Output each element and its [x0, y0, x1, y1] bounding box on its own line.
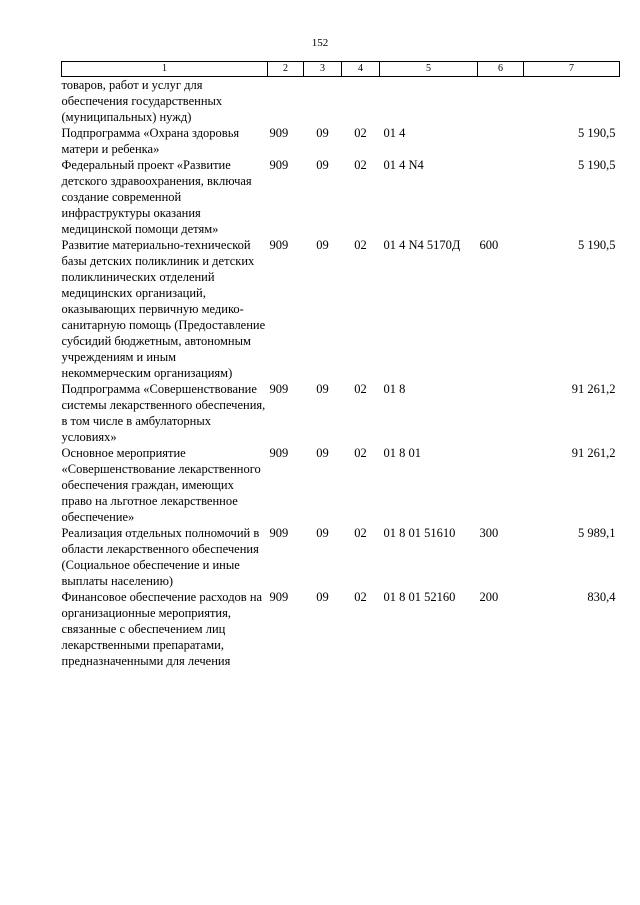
table-row	[62, 381, 620, 445]
row-subsection: 02	[354, 526, 367, 540]
row-amount: 5 989,1	[578, 526, 616, 540]
column-header-4: 4	[342, 62, 380, 77]
row-program: 01 4 N4	[383, 158, 424, 172]
row-amount: 830,4	[587, 590, 616, 604]
column-number-row	[62, 62, 620, 77]
row-name: Федеральный проект «Развитие детского здравоохранения, включая создание современной инфраструктуры оказания медицинской помощи детям»	[61, 158, 252, 236]
row-name: Реализация отдельных полномочий в области лекарственного обеспечения (Социальное обеспечение и иные выплаты населению)	[61, 526, 260, 588]
row-program: 01 8 01	[383, 446, 421, 460]
row-program	[380, 77, 478, 126]
row-subsection: 02	[354, 382, 367, 396]
column-header-6: 6	[478, 62, 524, 77]
row-amount	[524, 77, 620, 126]
row-expense-type	[478, 157, 524, 237]
row-amount: 91 261,2	[571, 382, 616, 396]
table-row	[62, 525, 620, 589]
row-section: 09	[316, 590, 329, 604]
row-expense-type	[478, 125, 524, 157]
row-expense-type: 200	[479, 590, 499, 604]
row-amount: 5 190,5	[578, 238, 616, 252]
column-header-5: 5	[380, 62, 478, 77]
row-ministry: 909	[269, 590, 289, 604]
row-expense-type: 600	[479, 238, 499, 252]
column-header-1: 1	[62, 62, 268, 77]
row-section: 09	[316, 238, 329, 252]
row-subsection	[342, 77, 380, 126]
row-section: 09	[316, 382, 329, 396]
table-row	[62, 157, 620, 237]
row-section: 09	[316, 446, 329, 460]
row-program: 01 4 N4 5170Д	[383, 238, 461, 252]
row-amount: 5 190,5	[578, 158, 616, 172]
row-ministry: 909	[269, 446, 289, 460]
table-body	[62, 77, 620, 670]
row-ministry: 909	[269, 238, 289, 252]
budget-table	[61, 61, 620, 669]
row-subsection: 02	[354, 126, 367, 140]
row-subsection: 02	[354, 158, 367, 172]
row-section: 09	[316, 126, 329, 140]
row-name: Подпрограмма «Совершенствование системы лекарственного обеспечения, в том числе в амбулаторных условиях»	[61, 382, 266, 444]
row-section: 09	[316, 158, 329, 172]
row-section	[304, 77, 342, 126]
row-name: Финансовое обеспечение расходов на организационные мероприятия, связанные с обеспечением лиц лекарственными препаратами, предназначенными для лечения	[61, 590, 263, 668]
row-subsection: 02	[354, 446, 367, 460]
table-row	[62, 125, 620, 157]
row-name: Основное мероприятие «Совершенствование лекарственного обеспечения граждан, имеющих право на льготное лекарственное обеспечение»	[61, 446, 261, 524]
table-row	[62, 77, 620, 126]
row-name: Подпрограмма «Охрана здоровья матери и ребенка»	[61, 126, 240, 156]
table-row	[62, 445, 620, 525]
column-header-7: 7	[524, 62, 620, 77]
column-header-3: 3	[304, 62, 342, 77]
row-amount: 5 190,5	[578, 126, 616, 140]
table-row	[62, 237, 620, 381]
row-expense-type	[478, 445, 524, 525]
row-name: Развитие материально-технической базы детских поликлиник и детских поликлинических отделений медицинских организаций, оказывающих первичную медико-санитарную помощь (Предоставление субсидий бюджетным, автономным учреждениям и иным некоммерческим организациям)	[61, 238, 266, 380]
row-section: 09	[316, 526, 329, 540]
row-ministry: 909	[269, 382, 289, 396]
row-subsection: 02	[354, 238, 367, 252]
row-program: 01 8 01 52160	[383, 590, 456, 604]
row-program: 01 4	[383, 126, 406, 140]
column-header-2: 2	[268, 62, 304, 77]
table-header	[62, 62, 620, 77]
row-ministry: 909	[269, 526, 289, 540]
row-amount: 91 261,2	[571, 446, 616, 460]
row-ministry: 909	[269, 126, 289, 140]
row-program: 01 8 01 51610	[383, 526, 456, 540]
row-expense-type	[478, 77, 524, 126]
row-ministry	[268, 77, 304, 126]
row-program: 01 8	[383, 382, 406, 396]
row-subsection: 02	[354, 590, 367, 604]
row-expense-type	[478, 381, 524, 445]
row-expense-type: 300	[479, 526, 499, 540]
row-name: товаров, работ и услуг для обеспечения государственных (муниципальных) нужд)	[61, 78, 223, 124]
row-ministry: 909	[269, 158, 289, 172]
table-row	[62, 589, 620, 669]
page-number: 152	[311, 37, 329, 49]
